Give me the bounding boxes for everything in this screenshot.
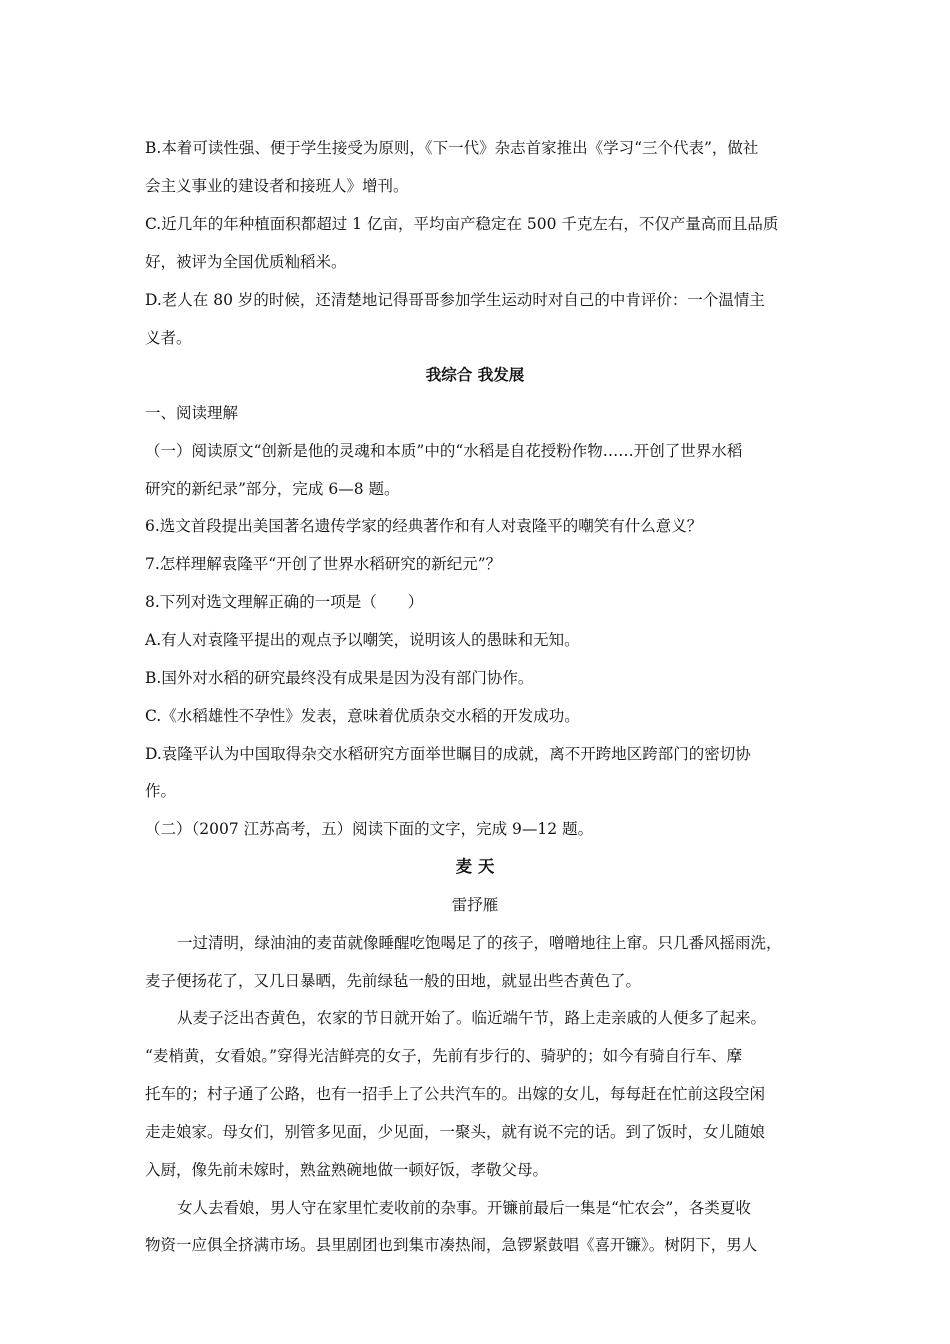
- article-author: 雷抒雁: [451, 896, 499, 914]
- option-c-line-2: 好，被评为全国优质籼稻米。: [145, 253, 347, 271]
- option-b-line-2: 会主义事业的建设者和接班人》增刊。: [145, 177, 409, 195]
- paragraph-1-line-2: 麦子便扬花了，又几日暴晒，先前绿毡一般的田地，就显出些杏黄色了。: [145, 972, 642, 990]
- paragraph-3-line-1: 女人去看娘，男人守在家里忙麦收前的杂事。开镰前最后一集是“忙农会”，各类夏收: [177, 1199, 751, 1217]
- option-b-line-1: B.本着可读性强、便于学生接受为原则，《下一代》杂志首家推出《学习“三个代表”，做社: [145, 139, 759, 157]
- subsection-2-heading: （二）（2007 江苏高考，五）阅读下面的文字，完成 9—12 题。: [145, 820, 594, 838]
- article-title: 麦 天: [455, 857, 495, 876]
- paragraph-2-line-1: 从麦子泛出杏黄色，农家的节日就开始了。临近端午节，路上走亲戚的人便多了起来。: [177, 1009, 767, 1027]
- q8-option-b: B.国外对水稻的研究最终没有成果是因为没有部门协作。: [145, 669, 534, 687]
- paragraph-3-line-2: 物资一应俱全挤满市场。县里剧团也到集市凑热闹，急锣紧鼓唱《喜开镰》。树阴下，男人: [145, 1236, 758, 1254]
- paragraph-2-line-2: “麦梢黄，女看娘。”穿得光洁鲜亮的女子，先前有步行的、骑驴的；如今有骑自行车、摩: [145, 1047, 743, 1065]
- question-6: 6.选文首段提出美国著名遗传学家的经典著作和有人对袁隆平的嘲笑有什么意义？: [145, 517, 703, 535]
- q8-option-c: C.《水稻雄性不孕性》发表，意味着优质杂交水稻的开发成功。: [145, 707, 580, 725]
- section-heading: 我综合 我发展: [425, 366, 525, 384]
- option-c-line-1: C.近几年的年种植面积都超过 1 亿亩，平均亩产稳定在 500 千克左右，不仅产量高而且品质: [145, 215, 779, 233]
- q8-option-a: A.有人对袁隆平提出的观点予以嘲笑，说明该人的愚昧和无知。: [145, 631, 580, 649]
- question-7: 7.怎样理解袁隆平“开创了世界水稻研究的新纪元”？: [145, 555, 502, 573]
- subsection-1-line-2: 研究的新纪录”部分，完成 6—8 题。: [145, 480, 400, 498]
- part-heading: 一、阅读理解: [145, 404, 239, 422]
- paragraph-2-line-5: 入厨，像先前未嫁时，熟盆熟碗地做一顿好饭，孝敬父母。: [145, 1161, 549, 1179]
- question-8: 8.下列对选文理解正确的一项是（ ）: [145, 593, 424, 611]
- paragraph-1-line-1: 一过清明，绿油油的麦苗就像睡醒吃饱喝足了的孩子，噌噌地往上窜。只几番风摇雨洗，: [177, 934, 782, 952]
- q8-option-d-line-1: D.袁隆平认为中国取得杂交水稻研究方面举世瞩目的成就，离不开跨地区跨部门的密切协: [145, 745, 751, 763]
- option-d-line-2: 义者。: [145, 329, 192, 347]
- option-d-line-1: D.老人在 80 岁的时候，还清楚地记得哥哥参加学生运动时对自己的中肯评价：一个温情主: [145, 291, 765, 309]
- paragraph-2-line-3: 托车的；村子通了公路，也有一招手上了公共汽车的。出嫁的女儿，每每赶在忙前这段空闲: [145, 1085, 766, 1103]
- subsection-1-line-1: （一）阅读原文“创新是他的灵魂和本质”中的“水稻是自花授粉作物……开创了世界水稻: [145, 442, 743, 460]
- q8-option-d-line-2: 作。: [145, 782, 177, 800]
- paragraph-2-line-4: 走走娘家。母女们，别管多见面，少见面，一聚头，就有说不完的话。到了饭时，女儿随娘: [145, 1123, 766, 1141]
